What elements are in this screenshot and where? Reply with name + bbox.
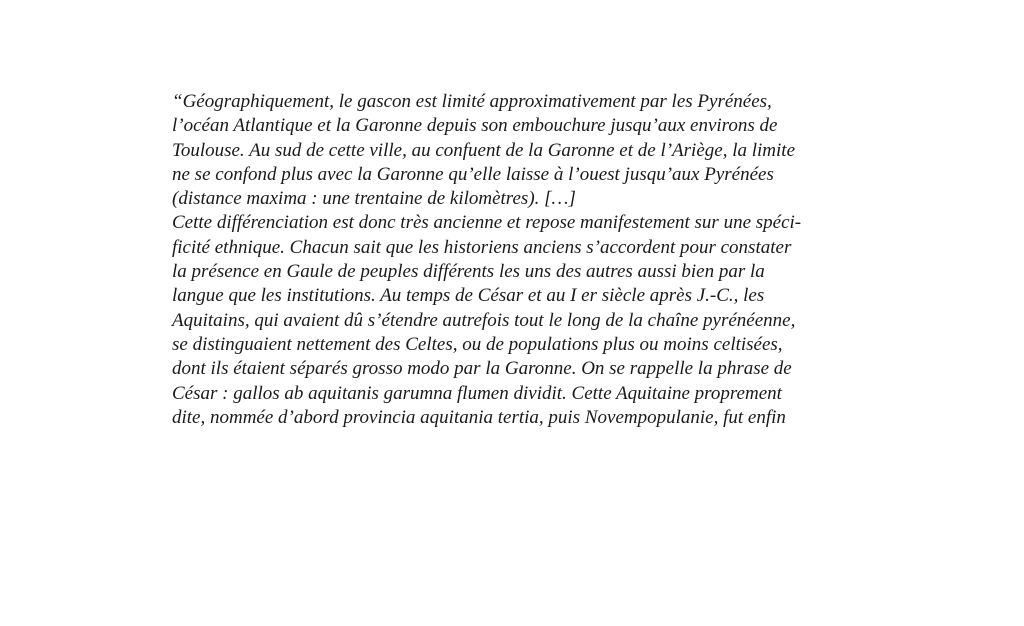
text-line: César : gallos ab aquitanis garumna flumen dividit. Cette Aquitaine proprement bbox=[172, 382, 782, 404]
text-line: “Géographiquement, le gascon est limité approximativement par les Pyrénées, bbox=[172, 91, 772, 112]
text-line: (distance maxima : une trentaine de kilomètres). […] bbox=[172, 188, 576, 210]
quoted-text-block bbox=[172, 90, 872, 430]
text-line: Aquitains, qui avaient dû s’étendre autrefois tout le long de la chaîne pyrénéenne, bbox=[172, 309, 796, 331]
text-line: l’océan Atlantique et la Garonne depuis son embouchure jusqu’aux environs de bbox=[172, 115, 778, 137]
text-line: la présence en Gaule de peuples différents les uns des autres aussi bien par la bbox=[172, 261, 765, 283]
text-line: dite, nommée d’abord provincia aquitania tertia, puis Novempopulanie, fut enfin bbox=[172, 406, 786, 428]
text-line: dont ils étaient séparés grosso modo par la Garonne. On se rappelle la phrase de bbox=[172, 358, 792, 380]
text-line: Toulouse. Au sud de cette ville, au confuent de la Garonne et de l’Ariège, la limite bbox=[172, 139, 796, 161]
text-line: Cette différenciation est donc très ancienne et repose manifestement sur une spéci- bbox=[172, 212, 802, 234]
text-line: se distinguaient nettement des Celtes, ou de populations plus ou moins celtisées, bbox=[172, 333, 783, 355]
text-line: ne se confond plus avec la Garonne qu’elle laisse à l’ouest jusqu’aux Pyrénées bbox=[172, 163, 774, 185]
text-line: langue que les institutions. Au temps de César et au I er siècle après J.-C., les bbox=[172, 285, 765, 307]
text-line: ficité ethnique. Chacun sait que les historiens anciens s’accordent pour constater bbox=[172, 236, 792, 258]
